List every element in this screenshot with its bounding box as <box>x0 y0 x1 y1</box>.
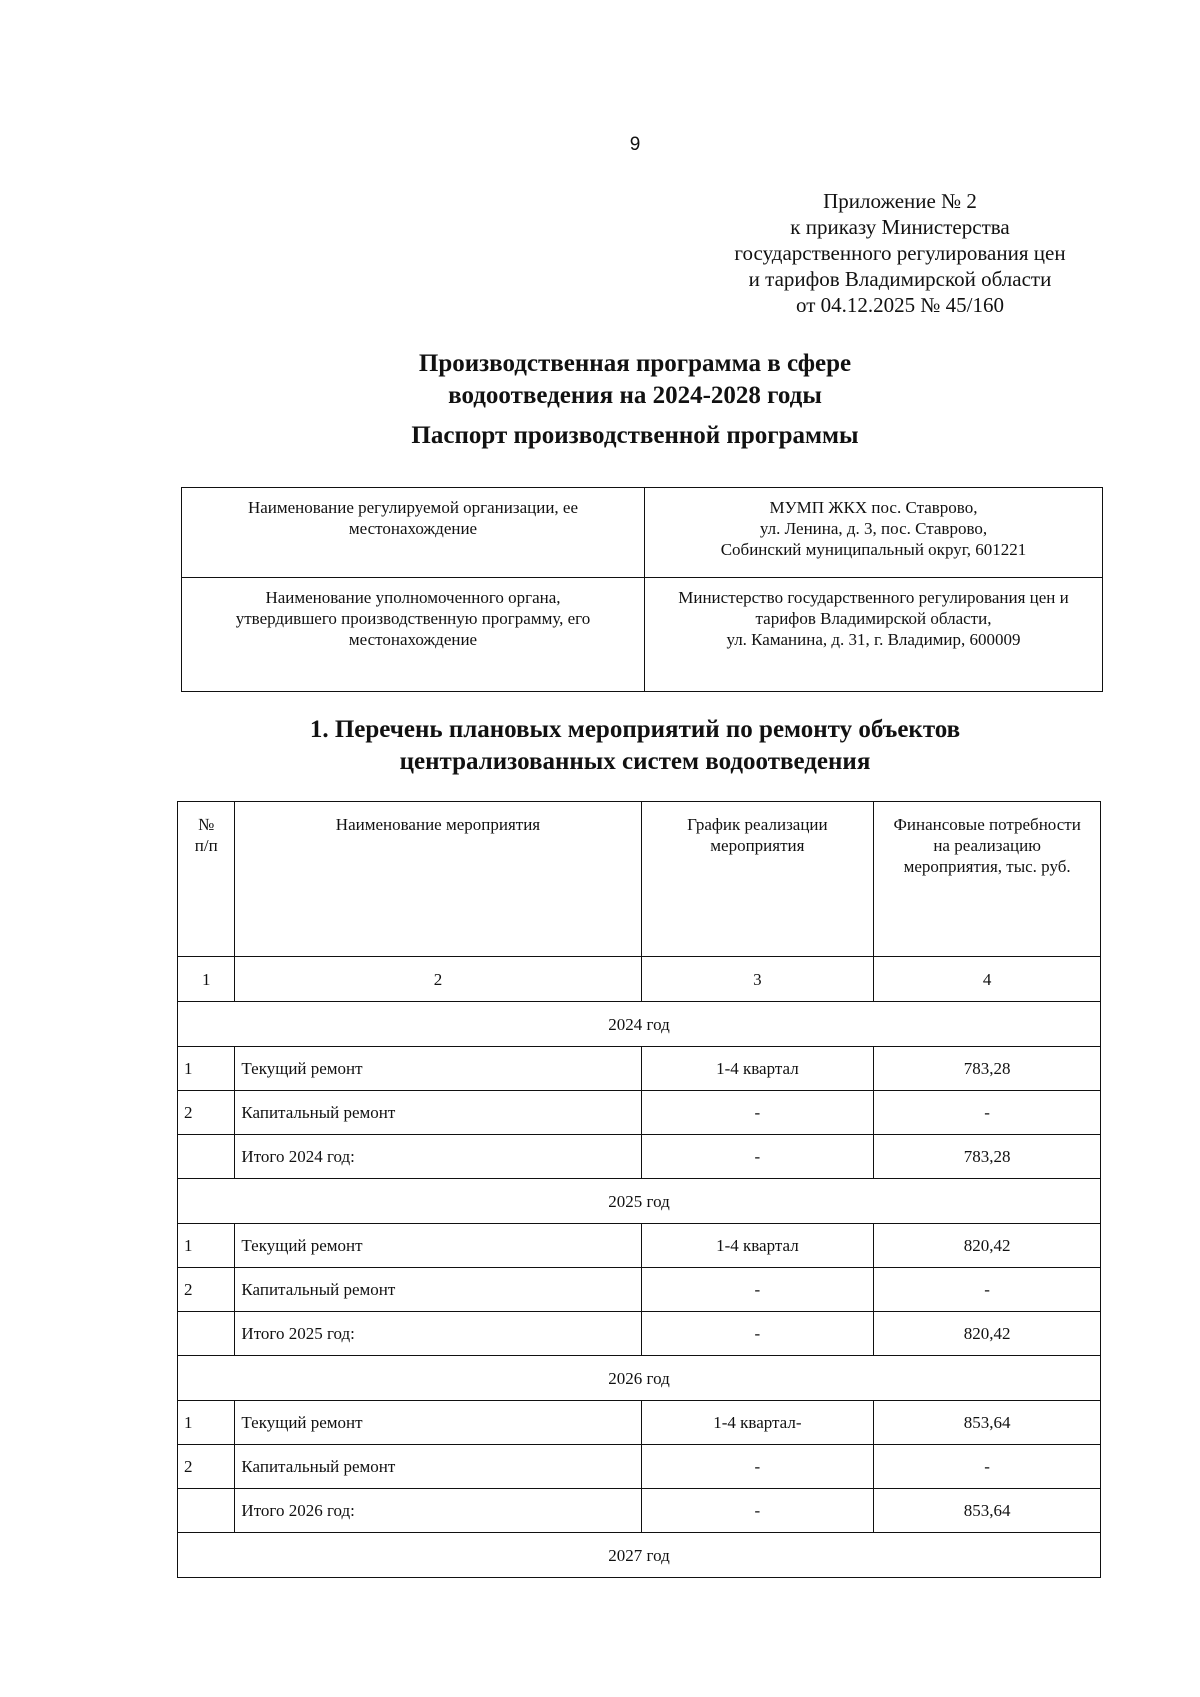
year-label: 2027 год <box>178 1533 1101 1578</box>
table-row-total <box>178 1135 1101 1179</box>
year-label: 2025 год <box>178 1179 1101 1224</box>
passport-title: Паспорт производственной программы <box>411 422 859 449</box>
row-schedule: - <box>641 1091 874 1135</box>
row-schedule: 1-4 квартал <box>641 1224 874 1268</box>
row-number: 1 <box>178 1401 235 1445</box>
row-name: Капитальный ремонт <box>235 1268 641 1312</box>
title-line: Производственная программа в сфере <box>418 350 852 377</box>
passport-value <box>645 578 1103 692</box>
appendix-block <box>700 188 1100 318</box>
table-row <box>178 1401 1101 1445</box>
year-row <box>178 1533 1101 1578</box>
table-row-total <box>178 1489 1101 1533</box>
row-schedule: 1-4 квартал <box>641 1047 874 1091</box>
appendix-line: к приказу Министерства <box>790 215 1010 239</box>
header-line: п/п <box>194 836 218 855</box>
year-row <box>178 1179 1101 1224</box>
value-line: Министерство государственного регулирования цен и <box>678 588 1069 607</box>
row-number: 2 <box>178 1268 235 1312</box>
header-line: на реализацию <box>933 836 1041 855</box>
table-row <box>178 1445 1101 1489</box>
passport-table <box>181 487 1103 692</box>
table-row <box>178 1224 1101 1268</box>
row-name: Капитальный ремонт <box>235 1091 641 1135</box>
header-line: мероприятия, тыс. руб. <box>903 857 1071 876</box>
header-name <box>235 802 641 957</box>
year-label: 2024 год <box>178 1002 1101 1047</box>
appendix-line: государственного регулирования цен <box>734 241 1066 265</box>
row-name: Итого 2024 год: <box>235 1135 641 1179</box>
column-number: 1 <box>178 957 235 1002</box>
value-line: тарифов Владимирской области, <box>755 609 992 628</box>
row-schedule: - <box>641 1489 874 1533</box>
label-line: Наименование регулируемой организации, ее <box>247 498 579 517</box>
appendix-line: от 04.12.2025 № 45/160 <box>795 293 1005 317</box>
row-name: Текущий ремонт <box>235 1401 641 1445</box>
value-line: ул. Ленина, д. 3, пос. Ставрово, <box>759 519 988 538</box>
value-line: Собинский муниципальный округ, 601221 <box>720 540 1027 559</box>
section-title-line: 1. Перечень плановых мероприятий по ремонту объектов <box>309 716 961 743</box>
header-line: № <box>198 815 215 834</box>
appendix-line: Приложение № 2 <box>823 189 977 213</box>
row-number <box>178 1135 235 1179</box>
header-line: Финансовые потребности <box>893 815 1081 834</box>
passport-row-organization <box>182 488 1103 578</box>
year-row <box>178 1002 1101 1047</box>
row-schedule: - <box>641 1312 874 1356</box>
row-cost: 783,28 <box>874 1135 1101 1179</box>
document-title <box>0 348 1200 412</box>
header-number <box>178 802 235 957</box>
row-number: 2 <box>178 1091 235 1135</box>
plan-header-row <box>178 802 1101 957</box>
page-number: 9 <box>629 134 641 155</box>
row-name: Капитальный ремонт <box>235 1445 641 1489</box>
header-schedule <box>641 802 874 957</box>
row-schedule: - <box>641 1268 874 1312</box>
row-number: 2 <box>178 1445 235 1489</box>
passport-label <box>182 578 645 692</box>
row-number: 1 <box>178 1047 235 1091</box>
passport-row-authority <box>182 578 1103 692</box>
header-line: Наименование мероприятия <box>335 815 541 834</box>
column-number: 2 <box>235 957 641 1002</box>
value-line: МУМП ЖКХ пос. Ставрово, <box>769 498 978 517</box>
row-cost: 783,28 <box>874 1047 1101 1091</box>
year-row <box>178 1356 1101 1401</box>
section-title <box>0 714 1200 778</box>
table-row <box>178 1047 1101 1091</box>
row-schedule: - <box>641 1135 874 1179</box>
row-schedule: 1-4 квартал- <box>641 1401 874 1445</box>
column-number-row <box>178 957 1101 1002</box>
row-number: 1 <box>178 1224 235 1268</box>
label-line: местонахождение <box>348 519 478 538</box>
column-number: 3 <box>641 957 874 1002</box>
row-cost: 820,42 <box>874 1312 1101 1356</box>
row-cost: 853,64 <box>874 1401 1101 1445</box>
title-line: водоотведения на 2024-2028 годы <box>448 382 822 409</box>
row-number <box>178 1489 235 1533</box>
table-row <box>178 1091 1101 1135</box>
table-row <box>178 1268 1101 1312</box>
label-line: утвердившего производственную программу, его <box>235 609 591 628</box>
header-line: График реализации <box>687 815 828 834</box>
row-name: Текущий ремонт <box>235 1224 641 1268</box>
row-cost: 820,42 <box>874 1224 1101 1268</box>
row-name: Итого 2025 год: <box>235 1312 641 1356</box>
label-line: местонахождение <box>348 630 478 649</box>
passport-label <box>182 488 645 578</box>
year-label: 2026 год <box>178 1356 1101 1401</box>
header-line: мероприятия <box>710 836 805 855</box>
appendix-line: и тарифов Владимирской области <box>748 267 1052 291</box>
row-cost: - <box>874 1091 1101 1135</box>
row-name: Итого 2026 год: <box>235 1489 641 1533</box>
row-name: Текущий ремонт <box>235 1047 641 1091</box>
row-cost: - <box>874 1268 1101 1312</box>
row-schedule: - <box>641 1445 874 1489</box>
passport-value <box>645 488 1103 578</box>
row-number <box>178 1312 235 1356</box>
row-cost: 853,64 <box>874 1489 1101 1533</box>
plan-table <box>177 801 1101 1578</box>
header-finance <box>874 802 1101 957</box>
table-row-total <box>178 1312 1101 1356</box>
value-line: ул. Каманина, д. 31, г. Владимир, 600009 <box>726 630 1021 649</box>
column-number: 4 <box>874 957 1101 1002</box>
label-line: Наименование уполномоченного органа, <box>265 588 561 607</box>
row-cost: - <box>874 1445 1101 1489</box>
section-title-line: централизованных систем водоотведения <box>399 748 871 775</box>
